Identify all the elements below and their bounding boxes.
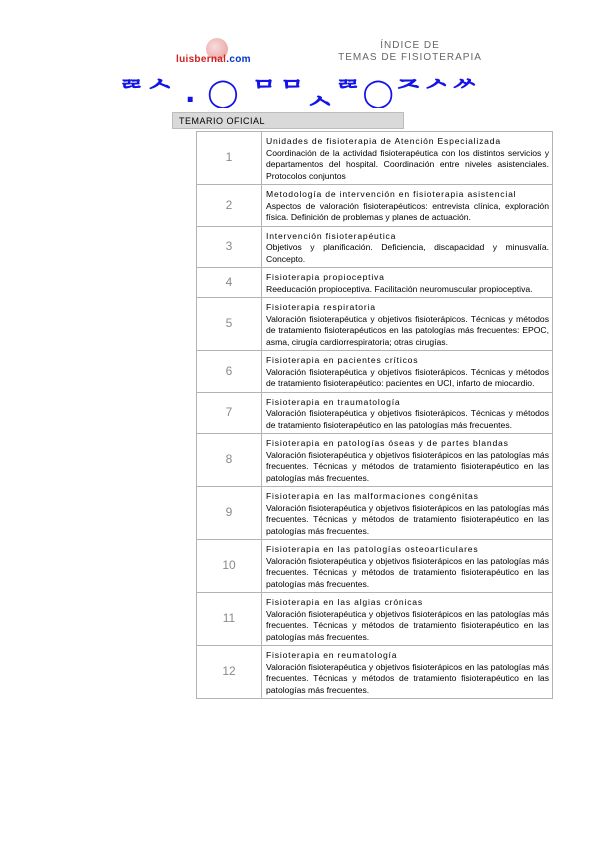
topic-body: Valoración fisioterapéutica y objetivos fisioterápicos. Técnicas y métodos de tratamiento fisioterapéutico en las patologías más frecuentes. bbox=[266, 408, 549, 430]
topic-title: Fisioterapia respiratoria bbox=[266, 302, 376, 312]
table-row bbox=[197, 226, 553, 268]
topic-description bbox=[262, 392, 553, 434]
topic-number: 10 bbox=[197, 540, 262, 593]
table-row bbox=[197, 298, 553, 351]
logo-text bbox=[176, 54, 251, 65]
topic-body: Objetivos y planificación. Deficiencia, discapacidad y minusvalía. Concepto. bbox=[266, 242, 549, 264]
topic-number: 1 bbox=[197, 132, 262, 185]
topic-body: Aspectos de valoración fisioterapéuticos: entrevista clínica, exploración física. Definición de problemas y planes de actuación. bbox=[266, 200, 549, 222]
table-row bbox=[197, 268, 553, 298]
table-row bbox=[197, 593, 553, 646]
table-row bbox=[197, 185, 553, 227]
header-title-line1: ÍNDICE DE bbox=[380, 40, 440, 51]
topic-title: Fisioterapia en pacientes críticos bbox=[266, 355, 419, 365]
topic-number: 6 bbox=[197, 351, 262, 393]
topic-title: Fisioterapia en traumatología bbox=[266, 396, 401, 407]
topic-title: Fisioterapia propioceptiva bbox=[266, 272, 385, 282]
table-row bbox=[197, 487, 553, 540]
table-row bbox=[197, 646, 553, 699]
topic-description bbox=[262, 132, 553, 185]
topic-number: 9 bbox=[197, 487, 262, 540]
topic-title: Fisioterapia en las algias crónicas bbox=[266, 597, 423, 607]
header-title-line2: TEMAS DE FISIOTERAPIA bbox=[338, 52, 482, 63]
document-header bbox=[330, 40, 490, 64]
topic-body: Coordinación de la actividad fisioterapéutica con los distintos servicios y departamentos del hospital. Coordinación entre niveles asistenciales. Protocolos conjuntos bbox=[266, 147, 549, 181]
topic-description bbox=[262, 268, 553, 298]
table-row bbox=[197, 434, 553, 487]
topics-table bbox=[196, 131, 553, 699]
topic-description bbox=[262, 646, 553, 699]
site-logo[interactable] bbox=[176, 38, 266, 70]
topic-body: Valoración fisioterapéutica y objetivos fisioterápicos en las patologías más frecuentes. Técnicas y métodos de tratamiento fisioterapéutico en las patologías más frecuentes. bbox=[266, 555, 549, 589]
logo-suffix: .com bbox=[226, 54, 251, 65]
topic-number: 12 bbox=[197, 646, 262, 699]
topic-number: 3 bbox=[197, 226, 262, 268]
topic-body: Valoración fisioterapéutica y objetivos fisioterápicos. Técnicas y métodos de tratamiento fisioterapéuticos en las patologías más frecuentes: EPOC, asma, cirugía cardiorrespiratoria; otras cirugías. bbox=[266, 313, 549, 347]
topic-number: 5 bbox=[197, 298, 262, 351]
topic-title: Fisioterapia en las malformaciones congénitas bbox=[266, 491, 479, 501]
topic-number: 4 bbox=[197, 268, 262, 298]
topic-title: Fisioterapia en reumatología bbox=[266, 650, 398, 660]
topic-body: Valoración fisioterapéutica y objetivos fisioterápicos en las patologías más frecuentes. Técnicas y métodos de tratamiento fisioterapéutico en las patologías más frecuentes. bbox=[266, 661, 549, 695]
section-label: TEMARIO OFICIAL bbox=[179, 116, 266, 126]
topic-description bbox=[262, 185, 553, 227]
table-row bbox=[197, 132, 553, 185]
topic-title: Fisioterapia en patologías óseas y de partes blandas bbox=[266, 438, 509, 448]
topic-description bbox=[262, 487, 553, 540]
topic-description bbox=[262, 351, 553, 393]
topic-title: Fisioterapia en las patologías osteoarticulares bbox=[266, 544, 479, 554]
topic-number: 8 bbox=[197, 434, 262, 487]
table-row bbox=[197, 540, 553, 593]
topic-number: 11 bbox=[197, 593, 262, 646]
topic-number: 2 bbox=[197, 185, 262, 227]
header-banner: ᄙᄉ . ◯ ᄆᄆᆺᄙ◯ᄌᄼᄽ bbox=[118, 78, 479, 108]
topic-title: Unidades de fisioterapia de Atención Especializada bbox=[266, 136, 501, 146]
topic-title: Intervención fisioterapéutica bbox=[266, 230, 397, 241]
topic-body: Valoración fisioterapéutica y objetivos fisioterápicos en las patologías más frecuentes. Técnicas y métodos de tratamiento fisioterapéutico en las patologías más frecuentes. bbox=[266, 608, 549, 642]
table-row bbox=[197, 392, 553, 434]
topic-description bbox=[262, 226, 553, 268]
topic-number: 7 bbox=[197, 392, 262, 434]
topic-title: Metodología de intervención en fisioterapia asistencial bbox=[266, 189, 517, 199]
topic-body: Reeducación propioceptiva. Facilitación neuromuscular propioceptiva. bbox=[266, 283, 533, 294]
topic-body: Valoración fisioterapéutica y objetivos fisioterápicos en las patologías más frecuentes. Técnicas y métodos de tratamiento fisioterapéutico en las patologías más frecuentes. bbox=[266, 502, 549, 536]
topic-body: Valoración fisioterapéutica y objetivos fisioterápicos. Técnicas y métodos de tratamiento fisioterapéutico: pacientes en UCI, infarto de miocardio. bbox=[266, 366, 549, 388]
topic-description bbox=[262, 434, 553, 487]
topic-description bbox=[262, 540, 553, 593]
topic-description bbox=[262, 593, 553, 646]
topic-body: Valoración fisioterapéutica y objetivos fisioterápicos en las patologías más frecuentes. Técnicas y métodos de tratamiento fisioterapéutico en las patologías más frecuentes. bbox=[266, 449, 549, 483]
topic-description bbox=[262, 298, 553, 351]
logo-brand: luisbernal bbox=[176, 54, 227, 65]
section-label-bar bbox=[172, 112, 404, 129]
table-row bbox=[197, 351, 553, 393]
